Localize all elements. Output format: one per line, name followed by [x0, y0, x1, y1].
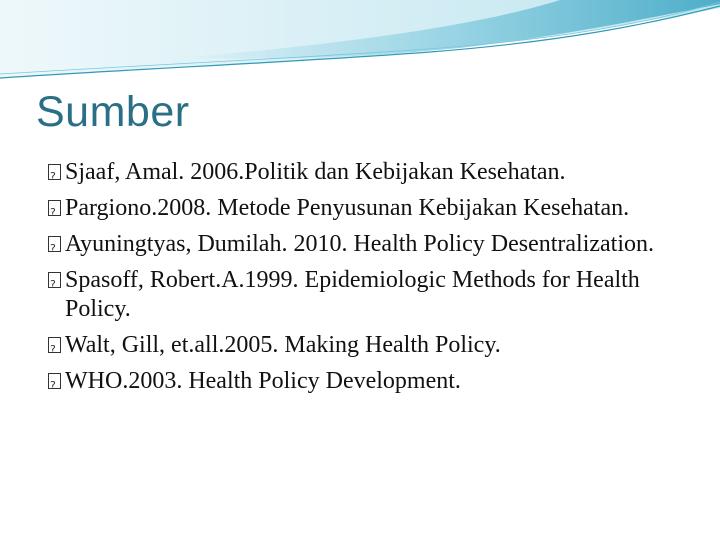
reference-text: Spasoff, Robert.A.1999. Epidemiologic Methods for Health Policy. — [65, 267, 640, 322]
missing-glyph-bullet-icon — [48, 373, 61, 389]
decorative-wave-header — [0, 0, 720, 90]
missing-glyph-bullet-icon — [48, 200, 61, 216]
reference-text: Ayuningtyas, Dumilah. 2010. Health Policy Desentralization. — [65, 231, 655, 257]
reference-text: Walt, Gill, et.all.2005. Making Health Policy. — [65, 332, 501, 358]
reference-item — [48, 331, 698, 360]
reference-item — [48, 230, 698, 259]
reference-item — [48, 266, 698, 324]
missing-glyph-bullet-icon — [48, 164, 61, 180]
reference-item — [48, 194, 698, 223]
reference-text: Pargiono.2008. Metode Penyusunan Kebijakan Kesehatan. — [65, 195, 630, 221]
missing-glyph-bullet-icon — [48, 337, 61, 353]
reference-text: WHO.2003. Health Policy Development. — [65, 368, 461, 394]
reference-item — [48, 367, 698, 396]
reference-text: Sjaaf, Amal. 2006.Politik dan Kebijakan Kesehatan. — [65, 159, 566, 185]
missing-glyph-bullet-icon — [48, 272, 61, 288]
reference-item — [48, 158, 698, 187]
missing-glyph-bullet-icon — [48, 236, 61, 252]
reference-list — [48, 158, 698, 403]
slide-title: Sumber — [36, 88, 190, 136]
